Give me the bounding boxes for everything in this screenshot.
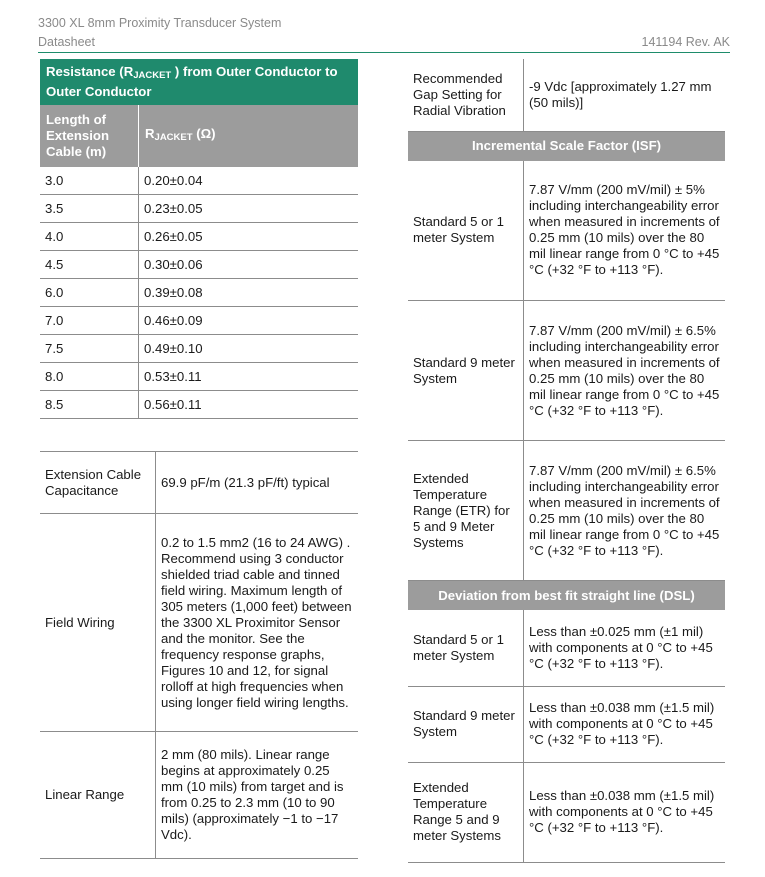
resistance-cell: 0.56±0.11	[139, 391, 359, 419]
spec-label: Standard 9 meter System	[408, 301, 524, 441]
spec-label: Standard 9 meter System	[408, 686, 524, 762]
length-cell: 4.0	[40, 223, 139, 251]
length-cell: 8.0	[40, 363, 139, 391]
spec-value: Less than ±0.038 mm (±1.5 mil) with components at 0 °C to +45 °C (+32 °F to +113 °F).	[524, 686, 726, 762]
resistance-cell: 0.53±0.11	[139, 363, 359, 391]
length-column-header: Length of Extension Cable (m)	[40, 105, 139, 167]
resistance-table	[40, 59, 358, 419]
spec-label: Extended Temperature Range 5 and 9 meter Systems	[408, 762, 524, 862]
length-cell: 8.5	[40, 391, 139, 419]
table-row	[408, 762, 725, 862]
table-row	[40, 732, 358, 859]
spec-label: Recommended Gap Setting for Radial Vibration	[408, 59, 524, 131]
table-row	[408, 59, 725, 131]
table-row	[40, 514, 358, 732]
spec-label: Standard 5 or 1 meter System	[408, 161, 524, 301]
resistance-cell: 0.46±0.09	[139, 307, 359, 335]
spec-value: 7.87 V/mm (200 mV/mil) ± 6.5% including interchangeability error when measured in increments of 0.25 mm (10 mils) over the 80 mil linear range from 0 °C to +45 °C (+32 °F to +113 °F).	[524, 441, 726, 581]
header-divider	[38, 52, 730, 53]
table-row	[40, 167, 358, 195]
table-row	[40, 391, 358, 419]
length-cell: 6.0	[40, 279, 139, 307]
spec-label: Extension Cable Capacitance	[40, 452, 156, 514]
table-row	[40, 251, 358, 279]
isf-section-header: Incremental Scale Factor (ISF)	[408, 131, 725, 161]
dsl-section-header: Deviation from best fit straight line (DSL)	[408, 581, 725, 611]
spec-value: Less than ±0.038 mm (±1.5 mil) with components at 0 °C to +45 °C (+32 °F to +113 °F).	[524, 762, 726, 862]
table-row	[40, 307, 358, 335]
spec-value: 69.9 pF/m (21.3 pF/ft) typical	[156, 452, 359, 514]
table-row	[408, 301, 725, 441]
resistance-cell: 0.23±0.05	[139, 195, 359, 223]
document-type: Datasheet	[38, 35, 95, 49]
spec-value: -9 Vdc [approximately 1.27 mm (50 mils)]	[524, 59, 726, 131]
resistance-cell: 0.30±0.06	[139, 251, 359, 279]
table-row	[40, 452, 358, 514]
table-row	[408, 610, 725, 686]
spec-value: 7.87 V/mm (200 mV/mil) ± 6.5% including interchangeability error when measured in increments of 0.25 mm (10 mils) over the 80 mil linear range from 0 °C to +45 °C (+32 °F to +113 °F).	[524, 301, 726, 441]
table-row	[408, 161, 725, 301]
resistance-column-header: $R_{JACKET}$ (Ω)	[139, 105, 359, 167]
spec-value: 2 mm (80 mils). Linear range begins at approximately 0.25 mm (10 mils) from target and is from 0.25 to 2.3 mm (10 to 90 mils) (approximately −1 to −17 Vdc).	[156, 732, 359, 859]
cable-spec-table	[40, 451, 358, 859]
spec-label: Standard 5 or 1 meter System	[408, 610, 524, 686]
length-cell: 7.5	[40, 335, 139, 363]
spec-label: Field Wiring	[40, 514, 156, 732]
table-row	[40, 223, 358, 251]
length-cell: 4.5	[40, 251, 139, 279]
table-row	[40, 335, 358, 363]
length-cell: 7.0	[40, 307, 139, 335]
revision-label: 141194 Rev. AK	[641, 35, 730, 49]
length-cell: 3.5	[40, 195, 139, 223]
table-row	[408, 441, 725, 581]
spec-value: 0.2 to 1.5 mm2 (16 to 24 AWG) . Recommend using 3 conductor shielded triad cable and tinned field wiring. Maximum length of 305 meters (1,000 feet) between the 3300 XL Proximitor Sensor and the monitor. See the frequency response graphs, Figures 10 and 12, for signal rolloff at high frequencies when using longer field wiring lengths.	[156, 514, 359, 732]
spec-value: 7.87 V/mm (200 mV/mil) ± 5% including interchangeability error when measured in increments of 0.25 mm (10 mils) over the 80 mil linear range from 0 °C to +45 °C (+32 °F to +113 °F).	[524, 161, 726, 301]
table-row	[40, 195, 358, 223]
table-row	[408, 686, 725, 762]
resistance-cell: 0.39±0.08	[139, 279, 359, 307]
resistance-cell: 0.49±0.10	[139, 335, 359, 363]
spec-label: Extended Temperature Range (ETR) for 5 and 9 Meter Systems	[408, 441, 524, 581]
performance-spec-table	[408, 59, 725, 863]
spec-label: Linear Range	[40, 732, 156, 859]
document-title: 3300 XL 8mm Proximity Transducer System	[38, 16, 282, 30]
table-row	[40, 279, 358, 307]
length-cell: 3.0	[40, 167, 139, 195]
resistance-cell: 0.26±0.05	[139, 223, 359, 251]
table-row	[40, 363, 358, 391]
spec-value: Less than ±0.025 mm (±1 mil) with components at 0 °C to +45 °C (+32 °F to +113 °F).	[524, 610, 726, 686]
resistance-cell: 0.20±0.04	[139, 167, 359, 195]
resistance-table-title: Resistance ($R_{JACKET}$ ) from Outer Conductor to Outer Conductor	[40, 59, 358, 105]
